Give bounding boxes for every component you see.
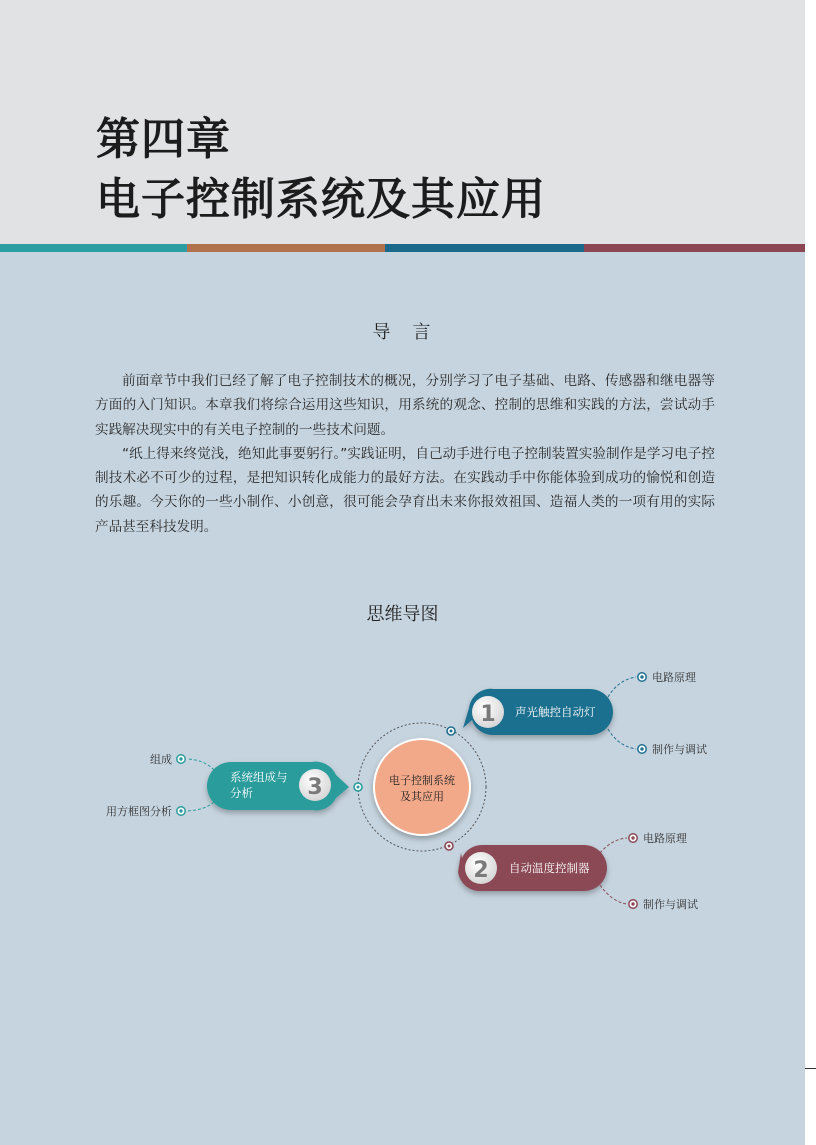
branch-3-link-bottom bbox=[187, 802, 214, 811]
stripe-segment-brown bbox=[187, 244, 385, 252]
branch-2-leaf: 电路原理 bbox=[643, 832, 687, 845]
center-label: 及其应用 bbox=[400, 790, 444, 803]
stripe-segment-blue bbox=[385, 244, 584, 252]
connector-dot-1-inner bbox=[450, 730, 453, 733]
branch-1-leaf: 制作与调试 bbox=[652, 743, 707, 756]
branch-2-label: 自动温度控制器 bbox=[509, 861, 590, 875]
leaf-dot-inner bbox=[179, 809, 182, 812]
color-stripe bbox=[0, 244, 805, 252]
center-label: 电子控制系统 bbox=[389, 774, 455, 787]
branch-3-label: 分析 bbox=[230, 786, 253, 800]
branch-3-label: 系统组成与 bbox=[230, 770, 288, 784]
branch-1-number: 1 bbox=[480, 702, 496, 727]
chapter-number: 第四章 bbox=[96, 114, 231, 165]
intro-paragraph: 前面章节中我们已经了解了电子控制技术的概况，分别学习了电子基础、电路、传感器和继电器等方面的入门知识。本章我们将综合运用这些知识，用系统的观念、控制的思维和实践的方法，尝试动手实践解决现实中的有关电子控制的一些技术问题。 bbox=[95, 373, 715, 438]
branch-1-leaf: 电路原理 bbox=[652, 671, 696, 684]
branch-2-link-top bbox=[600, 838, 627, 853]
branch-3-leaf: 组成 bbox=[150, 753, 172, 766]
center-node bbox=[374, 739, 470, 835]
branch-3-number: 3 bbox=[307, 775, 323, 800]
intro-heading: 导 言 bbox=[372, 322, 433, 343]
mindmap-heading: 思维导图 bbox=[366, 604, 439, 625]
mindmap-diagram bbox=[0, 640, 805, 960]
leaf-dot-inner bbox=[179, 757, 182, 760]
branch-2-leaf: 制作与调试 bbox=[643, 898, 698, 911]
stripe-segment-maroon bbox=[584, 244, 805, 252]
page-edge-rule bbox=[805, 1068, 816, 1069]
stripe-segment-teal bbox=[0, 244, 187, 252]
branch-1-label: 声光触控自动灯 bbox=[515, 705, 596, 719]
branch-3-leaf: 用方框图分析 bbox=[106, 805, 172, 818]
connector-dot-2-inner bbox=[448, 845, 451, 848]
intro-text bbox=[95, 369, 715, 539]
branch-2 bbox=[458, 831, 698, 911]
branch-1-link-top bbox=[608, 677, 636, 697]
leaf-dot-inner bbox=[631, 902, 634, 905]
branch-3-link-top bbox=[187, 759, 214, 770]
branch-1-link-bottom bbox=[608, 729, 636, 749]
intro-paragraph: “纸上得来终觉浅，绝知此事要躬行。”实践证明，自己动手进行电子控制装置实验制作是学习电子控制技术必不可少的过程，是把知识转化成能力的最好方法。在实践动手中你能体验到成功的愉悦和创造的乐趣。今天你的一些小制作、小创意，很可能会孕育出未来你报效祖国、造福人类的一项有用的实际产品甚至科技发明。 bbox=[95, 445, 715, 535]
branch-1 bbox=[463, 670, 707, 756]
leaf-dot-inner bbox=[640, 675, 643, 678]
branch-2-number: 2 bbox=[473, 858, 489, 883]
leaf-dot-inner bbox=[640, 747, 643, 750]
leaf-dot-inner bbox=[631, 836, 634, 839]
connector-dot-3-inner bbox=[357, 786, 360, 789]
chapter-title: 电子控制系统及其应用 bbox=[96, 174, 546, 225]
branch-3 bbox=[106, 752, 349, 818]
branch-2-link-bottom bbox=[600, 885, 627, 904]
